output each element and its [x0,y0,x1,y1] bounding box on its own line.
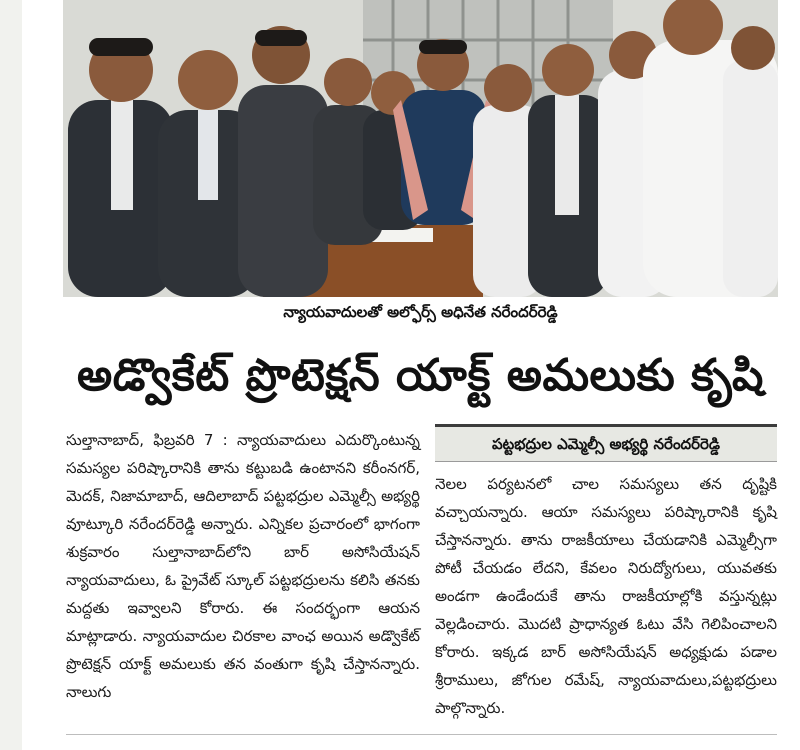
article-paragraph: సుల్తానాబాద్, ఫిబ్రవరి 7 : న్యాయవాదులు ఎదుర్కొంటున్న సమస్యల పరిష్కారానికి తాను కట్టుబడి ఉంటానని కరీంనగర్, మెదక్, నిజామాబాద్, ఆదిలాబాద్ పట్టభద్రుల ఎమ్మెల్సీ అభ్యర్థి వూట్కూరి నరేందర్‌రెడ్డి అన్నారు. ఎన్నికల ప్రచారంలో భాగంగా శుక్రవారం సుల్తానాబాద్‌లోని బార్ అసోసియేషన్ న్యాయవాదులు, ఓ ప్రైవేట్ స్కూల్ పట్టభద్రులను కలిసి తనకు మద్దతు ఇవ్వాలని కోరారు. ఈ సందర్భంగా ఆయన మాట్లాడారు. న్యాయవాదుల చిరకాల వాంఛ అయిన అడ్వొకేట్ ప్రొటెక్షన్ యాక్ట్ అమలుకు తన వంతుగా కృషి చేస్తానన్నారు. నాలుగు [66,431,420,701]
photo-caption: న్యాయవాదులతో అల్ఫోర్స్ అధినేత నరేందర్‌రెడ్డి [283,303,558,321]
article-headline: అడ్వొకేట్ ప్రొటెక్షన్ యాక్ట్ అమలుకు కృషి [77,350,764,401]
divider [66,734,777,735]
article-paragraph: నెలల పర్యటనలో చాల సమస్యలు తన దృష్టికి వచ్చాయన్నారు. ఆయా సమస్యలు పరిష్కారానికి కృషి చేస్తానన్నారు. తాను రాజకీయాలు చేయడానికి ఎమ్మెల్సీగా పోటీ చేయడం లేదని, కేవలం నిరుద్యోగులు, యువతకు అండగా ఉండేందుకే తాను రాజకీయాల్లోకి వస్తున్నట్లు వెల్లడించారు. మొదటి ప్రాధాన్యత ఓటు వేసి గెలిపించాలని కోరారు. ఇక్కడ బార్ అసోసియేషన్ అధ్యక్షుడు పడాల శ్రీరాములు, జోగుల రమేష్, న్యాయవాదులు,పట్టభద్రులు పాల్గొన్నారు. [435,475,777,717]
article-subhead: పట్టభద్రుల ఎమ్మెల్సీ అభ్యర్థి నరేందర్‌రెడ్డి [435,424,777,462]
article-body-right-column [435,470,777,722]
news-photo [63,0,778,297]
group-photo-icon [63,0,778,297]
article-body-left-column [66,426,420,706]
page-margin [0,0,22,750]
